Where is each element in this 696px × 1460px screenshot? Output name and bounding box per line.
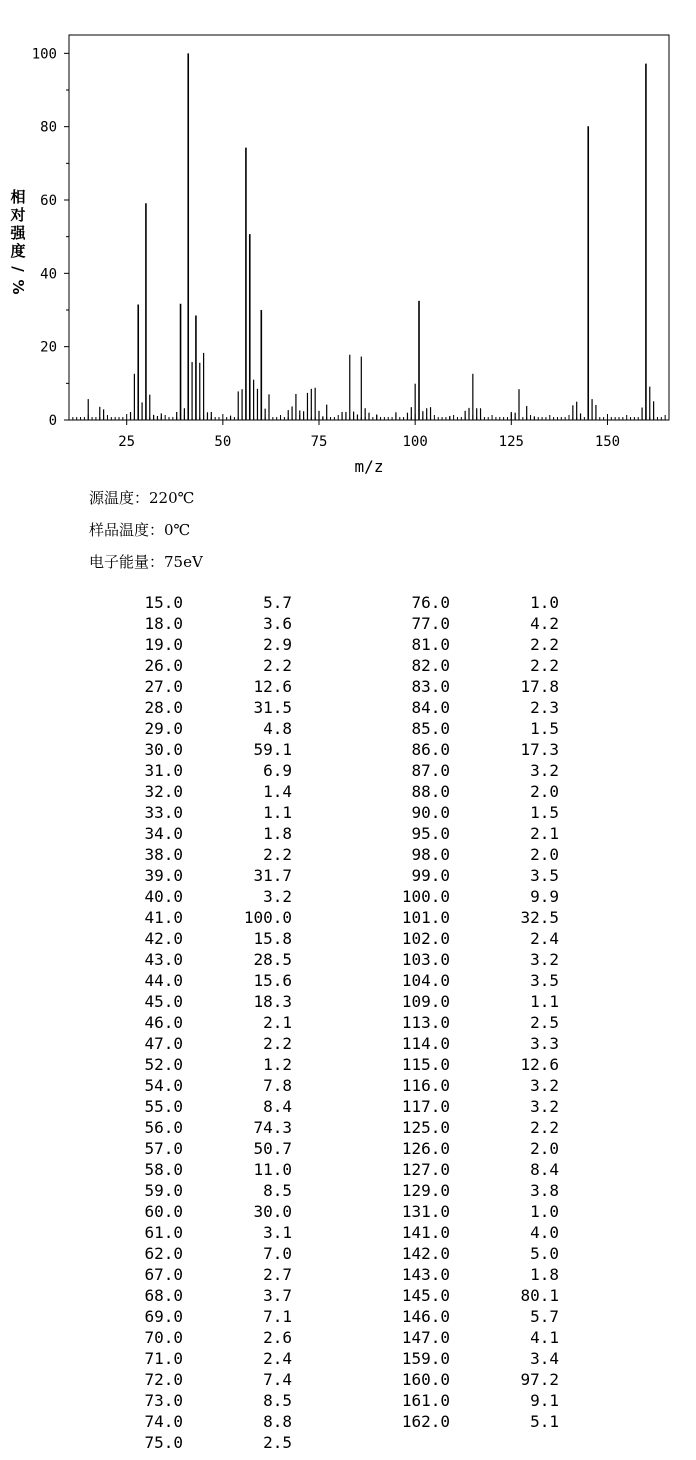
peak-row bbox=[267, 1138, 559, 1159]
peak-row bbox=[267, 676, 559, 697]
peak-intensity: 1.5 bbox=[530, 719, 559, 738]
peak-mz: 60.0 bbox=[144, 1202, 183, 1221]
peak-row bbox=[267, 613, 559, 634]
peak-intensity: 2.2 bbox=[530, 635, 559, 654]
peak-intensity: 2.4 bbox=[530, 929, 559, 948]
peak-intensity: 8.8 bbox=[263, 1412, 292, 1431]
peak-mz: 83.0 bbox=[411, 677, 450, 696]
mass-spectrum-chart bbox=[0, 0, 696, 480]
peak-intensity: 1.0 bbox=[530, 1202, 559, 1221]
peak-mz: 85.0 bbox=[411, 719, 450, 738]
peak-mz: 146.0 bbox=[401, 1307, 450, 1326]
sample-temperature-label: 样品温度： bbox=[89, 521, 165, 539]
peak-mz: 58.0 bbox=[144, 1160, 183, 1179]
peak-mz: 84.0 bbox=[411, 698, 450, 717]
peak-intensity: 7.0 bbox=[263, 1244, 292, 1263]
peak-mz: 19.0 bbox=[144, 635, 183, 654]
peak-intensity: 4.1 bbox=[530, 1328, 559, 1347]
peak-mz: 67.0 bbox=[144, 1265, 183, 1284]
peak-mz: 162.0 bbox=[401, 1412, 450, 1431]
peak-mz: 41.0 bbox=[144, 908, 183, 927]
peak-mz: 102.0 bbox=[401, 929, 450, 948]
peak-intensity: 3.8 bbox=[530, 1181, 559, 1200]
peak-mz: 115.0 bbox=[401, 1055, 450, 1074]
peak-intensity: 4.8 bbox=[263, 719, 292, 738]
peak-row bbox=[0, 1432, 292, 1453]
peak-intensity: 1.4 bbox=[263, 782, 292, 801]
peak-mz: 32.0 bbox=[144, 782, 183, 801]
peak-row bbox=[0, 970, 292, 991]
peak-row bbox=[0, 613, 292, 634]
peak-row bbox=[0, 1264, 292, 1285]
peak-row bbox=[0, 634, 292, 655]
sample-temperature-value: 0℃ bbox=[164, 521, 191, 539]
peak-mz: 109.0 bbox=[401, 992, 450, 1011]
peak-mz: 18.0 bbox=[144, 614, 183, 633]
peak-mz: 126.0 bbox=[401, 1139, 450, 1158]
source-temperature-label: 源温度： bbox=[89, 489, 150, 507]
x-tick-label: 50 bbox=[214, 434, 232, 450]
peak-intensity: 17.3 bbox=[520, 740, 559, 759]
peak-row bbox=[267, 1327, 559, 1348]
peak-mz: 56.0 bbox=[144, 1118, 183, 1137]
source-temperature-value: 220℃ bbox=[149, 489, 195, 507]
peak-mz: 145.0 bbox=[401, 1286, 450, 1305]
peak-row bbox=[267, 760, 559, 781]
peak-intensity: 4.2 bbox=[530, 614, 559, 633]
peak-row bbox=[267, 1285, 559, 1306]
peak-mz: 73.0 bbox=[144, 1391, 183, 1410]
peak-row bbox=[0, 907, 292, 928]
peak-table-left bbox=[0, 592, 292, 1453]
peak-intensity: 3.7 bbox=[263, 1286, 292, 1305]
peak-row bbox=[267, 1201, 559, 1222]
peak-row bbox=[267, 718, 559, 739]
peak-intensity: 1.2 bbox=[263, 1055, 292, 1074]
peak-row bbox=[0, 592, 292, 613]
peak-row bbox=[0, 1348, 292, 1369]
peak-intensity: 4.0 bbox=[530, 1223, 559, 1242]
peak-row bbox=[267, 928, 559, 949]
peak-mz: 15.0 bbox=[144, 593, 183, 612]
peak-row bbox=[0, 802, 292, 823]
peak-row bbox=[267, 907, 559, 928]
peak-row bbox=[0, 928, 292, 949]
peak-row bbox=[0, 676, 292, 697]
peak-row bbox=[267, 592, 559, 613]
peak-intensity: 11.0 bbox=[253, 1160, 292, 1179]
y-tick-label: 60 bbox=[40, 193, 57, 209]
peak-mz: 75.0 bbox=[144, 1433, 183, 1452]
electron-energy bbox=[89, 551, 203, 572]
peak-mz: 77.0 bbox=[411, 614, 450, 633]
peak-mz: 161.0 bbox=[401, 1391, 450, 1410]
peak-intensity: 15.6 bbox=[253, 971, 292, 990]
peak-row bbox=[0, 739, 292, 760]
y-axis-label-char: 对 bbox=[10, 206, 26, 224]
peak-mz: 76.0 bbox=[411, 593, 450, 612]
peak-mz: 54.0 bbox=[144, 1076, 183, 1095]
sample-temperature bbox=[89, 519, 190, 540]
peak-intensity: 3.2 bbox=[530, 950, 559, 969]
peak-intensity: 3.5 bbox=[530, 866, 559, 885]
peak-row bbox=[0, 865, 292, 886]
peak-intensity: 9.9 bbox=[530, 887, 559, 906]
peak-intensity: 28.5 bbox=[253, 950, 292, 969]
peak-mz: 81.0 bbox=[411, 635, 450, 654]
peak-mz: 55.0 bbox=[144, 1097, 183, 1116]
peak-row bbox=[0, 991, 292, 1012]
x-tick-label: 150 bbox=[594, 434, 621, 450]
peak-mz: 147.0 bbox=[401, 1328, 450, 1347]
peak-intensity: 2.2 bbox=[263, 656, 292, 675]
peak-row bbox=[267, 1222, 559, 1243]
peak-mz: 88.0 bbox=[411, 782, 450, 801]
x-tick-label: 125 bbox=[498, 434, 524, 450]
peak-mz: 159.0 bbox=[401, 1349, 450, 1368]
peak-row bbox=[0, 1390, 292, 1411]
peak-intensity: 32.5 bbox=[520, 908, 559, 927]
peak-row bbox=[267, 1012, 559, 1033]
peak-mz: 31.0 bbox=[144, 761, 183, 780]
y-tick-label: 100 bbox=[31, 46, 57, 63]
peak-mz: 82.0 bbox=[411, 656, 450, 675]
peak-row bbox=[267, 970, 559, 991]
peak-row bbox=[0, 1054, 292, 1075]
peak-mz: 57.0 bbox=[144, 1139, 183, 1158]
peak-mz: 30.0 bbox=[144, 740, 183, 759]
peak-row bbox=[0, 1327, 292, 1348]
peak-row bbox=[267, 886, 559, 907]
peak-intensity: 3.1 bbox=[263, 1223, 292, 1242]
y-tick-label: 0 bbox=[48, 413, 57, 429]
y-axis-label-char: % bbox=[9, 279, 27, 295]
peak-mz: 69.0 bbox=[144, 1307, 183, 1326]
peak-row bbox=[0, 781, 292, 802]
peak-row bbox=[267, 1117, 559, 1138]
peak-row bbox=[0, 1411, 292, 1432]
peak-row bbox=[0, 1285, 292, 1306]
peak-row bbox=[0, 1369, 292, 1390]
peak-mz: 70.0 bbox=[144, 1328, 183, 1347]
peak-mz: 104.0 bbox=[401, 971, 450, 990]
peak-mz: 142.0 bbox=[401, 1244, 450, 1263]
peak-intensity: 7.1 bbox=[263, 1307, 292, 1326]
peak-intensity: 1.8 bbox=[263, 824, 292, 843]
peak-intensity: 2.0 bbox=[530, 845, 559, 864]
peak-intensity: 2.0 bbox=[530, 1139, 559, 1158]
peak-intensity: 3.2 bbox=[530, 761, 559, 780]
peak-intensity: 9.1 bbox=[530, 1391, 559, 1410]
peak-intensity: 2.2 bbox=[263, 1034, 292, 1053]
peak-row bbox=[267, 697, 559, 718]
peak-intensity: 2.5 bbox=[530, 1013, 559, 1032]
peak-mz: 95.0 bbox=[411, 824, 450, 843]
peak-mz: 74.0 bbox=[144, 1412, 183, 1431]
x-tick-label: 100 bbox=[402, 434, 428, 450]
y-tick-label: 20 bbox=[40, 339, 57, 356]
peak-row bbox=[267, 1306, 559, 1327]
peak-mz: 33.0 bbox=[144, 803, 183, 822]
peak-row bbox=[267, 823, 559, 844]
peak-intensity: 3.2 bbox=[530, 1076, 559, 1095]
y-axis-label bbox=[7, 188, 29, 296]
peak-intensity: 97.2 bbox=[520, 1370, 559, 1389]
peak-mz: 117.0 bbox=[401, 1097, 450, 1116]
peak-intensity: 8.4 bbox=[263, 1097, 292, 1116]
peak-row bbox=[267, 1411, 559, 1432]
y-tick-label: 80 bbox=[40, 119, 57, 136]
peak-row bbox=[267, 1264, 559, 1285]
peak-mz: 61.0 bbox=[144, 1223, 183, 1242]
peak-mz: 114.0 bbox=[401, 1034, 450, 1053]
x-tick-label: 75 bbox=[310, 434, 328, 450]
peak-mz: 99.0 bbox=[411, 866, 450, 885]
peak-intensity: 1.0 bbox=[530, 593, 559, 612]
peak-row bbox=[267, 1159, 559, 1180]
peak-row bbox=[0, 760, 292, 781]
peak-row bbox=[267, 1390, 559, 1411]
peak-intensity: 3.3 bbox=[530, 1034, 559, 1053]
y-axis-label-char: 度 bbox=[10, 242, 26, 260]
y-axis-label-char: 相 bbox=[10, 188, 26, 206]
peak-intensity: 2.5 bbox=[263, 1433, 292, 1452]
peak-row bbox=[267, 655, 559, 676]
electron-energy-label: 电子能量： bbox=[89, 553, 165, 571]
peak-row bbox=[267, 1096, 559, 1117]
peak-mz: 125.0 bbox=[401, 1118, 450, 1137]
peak-table-right bbox=[267, 592, 559, 1432]
peak-intensity: 3.6 bbox=[263, 614, 292, 633]
peak-row bbox=[267, 781, 559, 802]
peak-intensity: 12.6 bbox=[253, 677, 292, 696]
peak-row bbox=[0, 1096, 292, 1117]
peak-mz: 44.0 bbox=[144, 971, 183, 990]
peak-intensity: 2.2 bbox=[530, 1118, 559, 1137]
peak-intensity: 1.1 bbox=[530, 992, 559, 1011]
peak-row bbox=[267, 1033, 559, 1054]
peak-row bbox=[0, 1033, 292, 1054]
peak-row bbox=[267, 1180, 559, 1201]
peak-intensity: 3.2 bbox=[263, 887, 292, 906]
peak-mz: 68.0 bbox=[144, 1286, 183, 1305]
peak-mz: 26.0 bbox=[144, 656, 183, 675]
peak-intensity: 2.1 bbox=[263, 1013, 292, 1032]
peak-row bbox=[267, 1348, 559, 1369]
electron-energy-value: 75eV bbox=[164, 553, 203, 571]
y-axis-ticks bbox=[32, 46, 69, 429]
peak-mz: 101.0 bbox=[401, 908, 450, 927]
peak-intensity: 2.9 bbox=[263, 635, 292, 654]
peak-row bbox=[267, 1075, 559, 1096]
peak-intensity: 2.2 bbox=[530, 656, 559, 675]
peak-row bbox=[267, 844, 559, 865]
peak-row bbox=[0, 655, 292, 676]
peak-row bbox=[0, 697, 292, 718]
peak-mz: 113.0 bbox=[401, 1013, 450, 1032]
peak-mz: 52.0 bbox=[144, 1055, 183, 1074]
peak-mz: 38.0 bbox=[144, 845, 183, 864]
x-tick-label: 25 bbox=[118, 434, 136, 450]
y-axis-label-char: 强 bbox=[10, 224, 26, 242]
peak-mz: 116.0 bbox=[401, 1076, 450, 1095]
peak-mz: 28.0 bbox=[144, 698, 183, 717]
peak-intensity: 2.4 bbox=[263, 1349, 292, 1368]
y-axis-label-char: / bbox=[9, 266, 27, 272]
peak-row bbox=[0, 844, 292, 865]
peak-intensity: 5.1 bbox=[530, 1412, 559, 1431]
peak-row bbox=[267, 1243, 559, 1264]
peak-mz: 42.0 bbox=[144, 929, 183, 948]
peak-intensity: 8.4 bbox=[530, 1160, 559, 1179]
peak-row bbox=[267, 634, 559, 655]
peak-row bbox=[0, 718, 292, 739]
peak-mz: 27.0 bbox=[144, 677, 183, 696]
peak-mz: 103.0 bbox=[401, 950, 450, 969]
peak-row bbox=[0, 1138, 292, 1159]
peak-intensity: 3.2 bbox=[530, 1097, 559, 1116]
peak-intensity: 2.7 bbox=[263, 1265, 292, 1284]
peak-intensity: 31.7 bbox=[253, 866, 292, 885]
peak-mz: 86.0 bbox=[411, 740, 450, 759]
peak-mz: 59.0 bbox=[144, 1181, 183, 1200]
peak-row bbox=[0, 949, 292, 970]
peak-intensity: 80.1 bbox=[520, 1286, 559, 1305]
peak-intensity: 1.1 bbox=[263, 803, 292, 822]
peak-mz: 29.0 bbox=[144, 719, 183, 738]
y-tick-label: 40 bbox=[40, 266, 57, 283]
peak-intensity: 2.1 bbox=[530, 824, 559, 843]
peak-row bbox=[267, 739, 559, 760]
peak-row bbox=[0, 1117, 292, 1138]
peak-mz: 39.0 bbox=[144, 866, 183, 885]
peak-intensity: 7.4 bbox=[263, 1370, 292, 1389]
peak-intensity: 50.7 bbox=[253, 1139, 292, 1158]
peak-intensity: 100.0 bbox=[243, 908, 292, 927]
peak-intensity: 5.7 bbox=[530, 1307, 559, 1326]
peak-row bbox=[267, 802, 559, 823]
peak-row bbox=[0, 1222, 292, 1243]
peak-row bbox=[0, 1012, 292, 1033]
peak-row bbox=[0, 1243, 292, 1264]
peak-intensity: 2.2 bbox=[263, 845, 292, 864]
peak-mz: 34.0 bbox=[144, 824, 183, 843]
peak-intensity: 8.5 bbox=[263, 1181, 292, 1200]
peak-intensity: 15.8 bbox=[253, 929, 292, 948]
peak-mz: 127.0 bbox=[401, 1160, 450, 1179]
peak-intensity: 2.3 bbox=[530, 698, 559, 717]
peak-row bbox=[0, 1075, 292, 1096]
peak-mz: 72.0 bbox=[144, 1370, 183, 1389]
peak-intensity: 7.8 bbox=[263, 1076, 292, 1095]
peak-intensity: 5.0 bbox=[530, 1244, 559, 1263]
peak-intensity: 1.5 bbox=[530, 803, 559, 822]
peak-intensity: 6.9 bbox=[263, 761, 292, 780]
peak-mz: 90.0 bbox=[411, 803, 450, 822]
peak-bars bbox=[88, 53, 653, 420]
peak-row bbox=[0, 1180, 292, 1201]
peak-intensity: 18.3 bbox=[253, 992, 292, 1011]
peak-row bbox=[267, 1369, 559, 1390]
x-axis-ticks bbox=[118, 420, 620, 450]
plot-frame bbox=[69, 35, 669, 420]
peak-row bbox=[267, 865, 559, 886]
peak-mz: 46.0 bbox=[144, 1013, 183, 1032]
peak-intensity: 12.6 bbox=[520, 1055, 559, 1074]
peak-row bbox=[0, 886, 292, 907]
peak-mz: 141.0 bbox=[401, 1223, 450, 1242]
peak-intensity: 2.6 bbox=[263, 1328, 292, 1347]
peak-intensity: 31.5 bbox=[253, 698, 292, 717]
peak-mz: 71.0 bbox=[144, 1349, 183, 1368]
peak-row bbox=[267, 1054, 559, 1075]
peak-mz: 160.0 bbox=[401, 1370, 450, 1389]
peak-row bbox=[0, 1159, 292, 1180]
peak-mz: 100.0 bbox=[401, 887, 450, 906]
peak-intensity: 30.0 bbox=[253, 1202, 292, 1221]
peak-mz: 129.0 bbox=[401, 1181, 450, 1200]
peak-intensity: 3.5 bbox=[530, 971, 559, 990]
peak-mz: 40.0 bbox=[144, 887, 183, 906]
peak-row bbox=[0, 823, 292, 844]
peak-row bbox=[267, 991, 559, 1012]
peak-intensity: 8.5 bbox=[263, 1391, 292, 1410]
peak-mz: 87.0 bbox=[411, 761, 450, 780]
x-axis-label: m/z bbox=[354, 457, 384, 476]
peak-mz: 131.0 bbox=[401, 1202, 450, 1221]
peak-intensity: 74.3 bbox=[253, 1118, 292, 1137]
peak-intensity: 5.7 bbox=[263, 593, 292, 612]
source-temperature bbox=[89, 487, 194, 508]
peak-mz: 98.0 bbox=[411, 845, 450, 864]
peak-intensity: 2.0 bbox=[530, 782, 559, 801]
peak-mz: 62.0 bbox=[144, 1244, 183, 1263]
peak-intensity: 3.4 bbox=[530, 1349, 559, 1368]
peak-mz: 45.0 bbox=[144, 992, 183, 1011]
peak-intensity: 59.1 bbox=[253, 740, 292, 759]
peak-mz: 43.0 bbox=[144, 950, 183, 969]
peak-mz: 47.0 bbox=[144, 1034, 183, 1053]
peak-mz: 143.0 bbox=[401, 1265, 450, 1284]
peak-row bbox=[0, 1201, 292, 1222]
peak-row bbox=[267, 949, 559, 970]
peak-row bbox=[0, 1306, 292, 1327]
peak-intensity: 1.8 bbox=[530, 1265, 559, 1284]
peak-intensity: 17.8 bbox=[520, 677, 559, 696]
